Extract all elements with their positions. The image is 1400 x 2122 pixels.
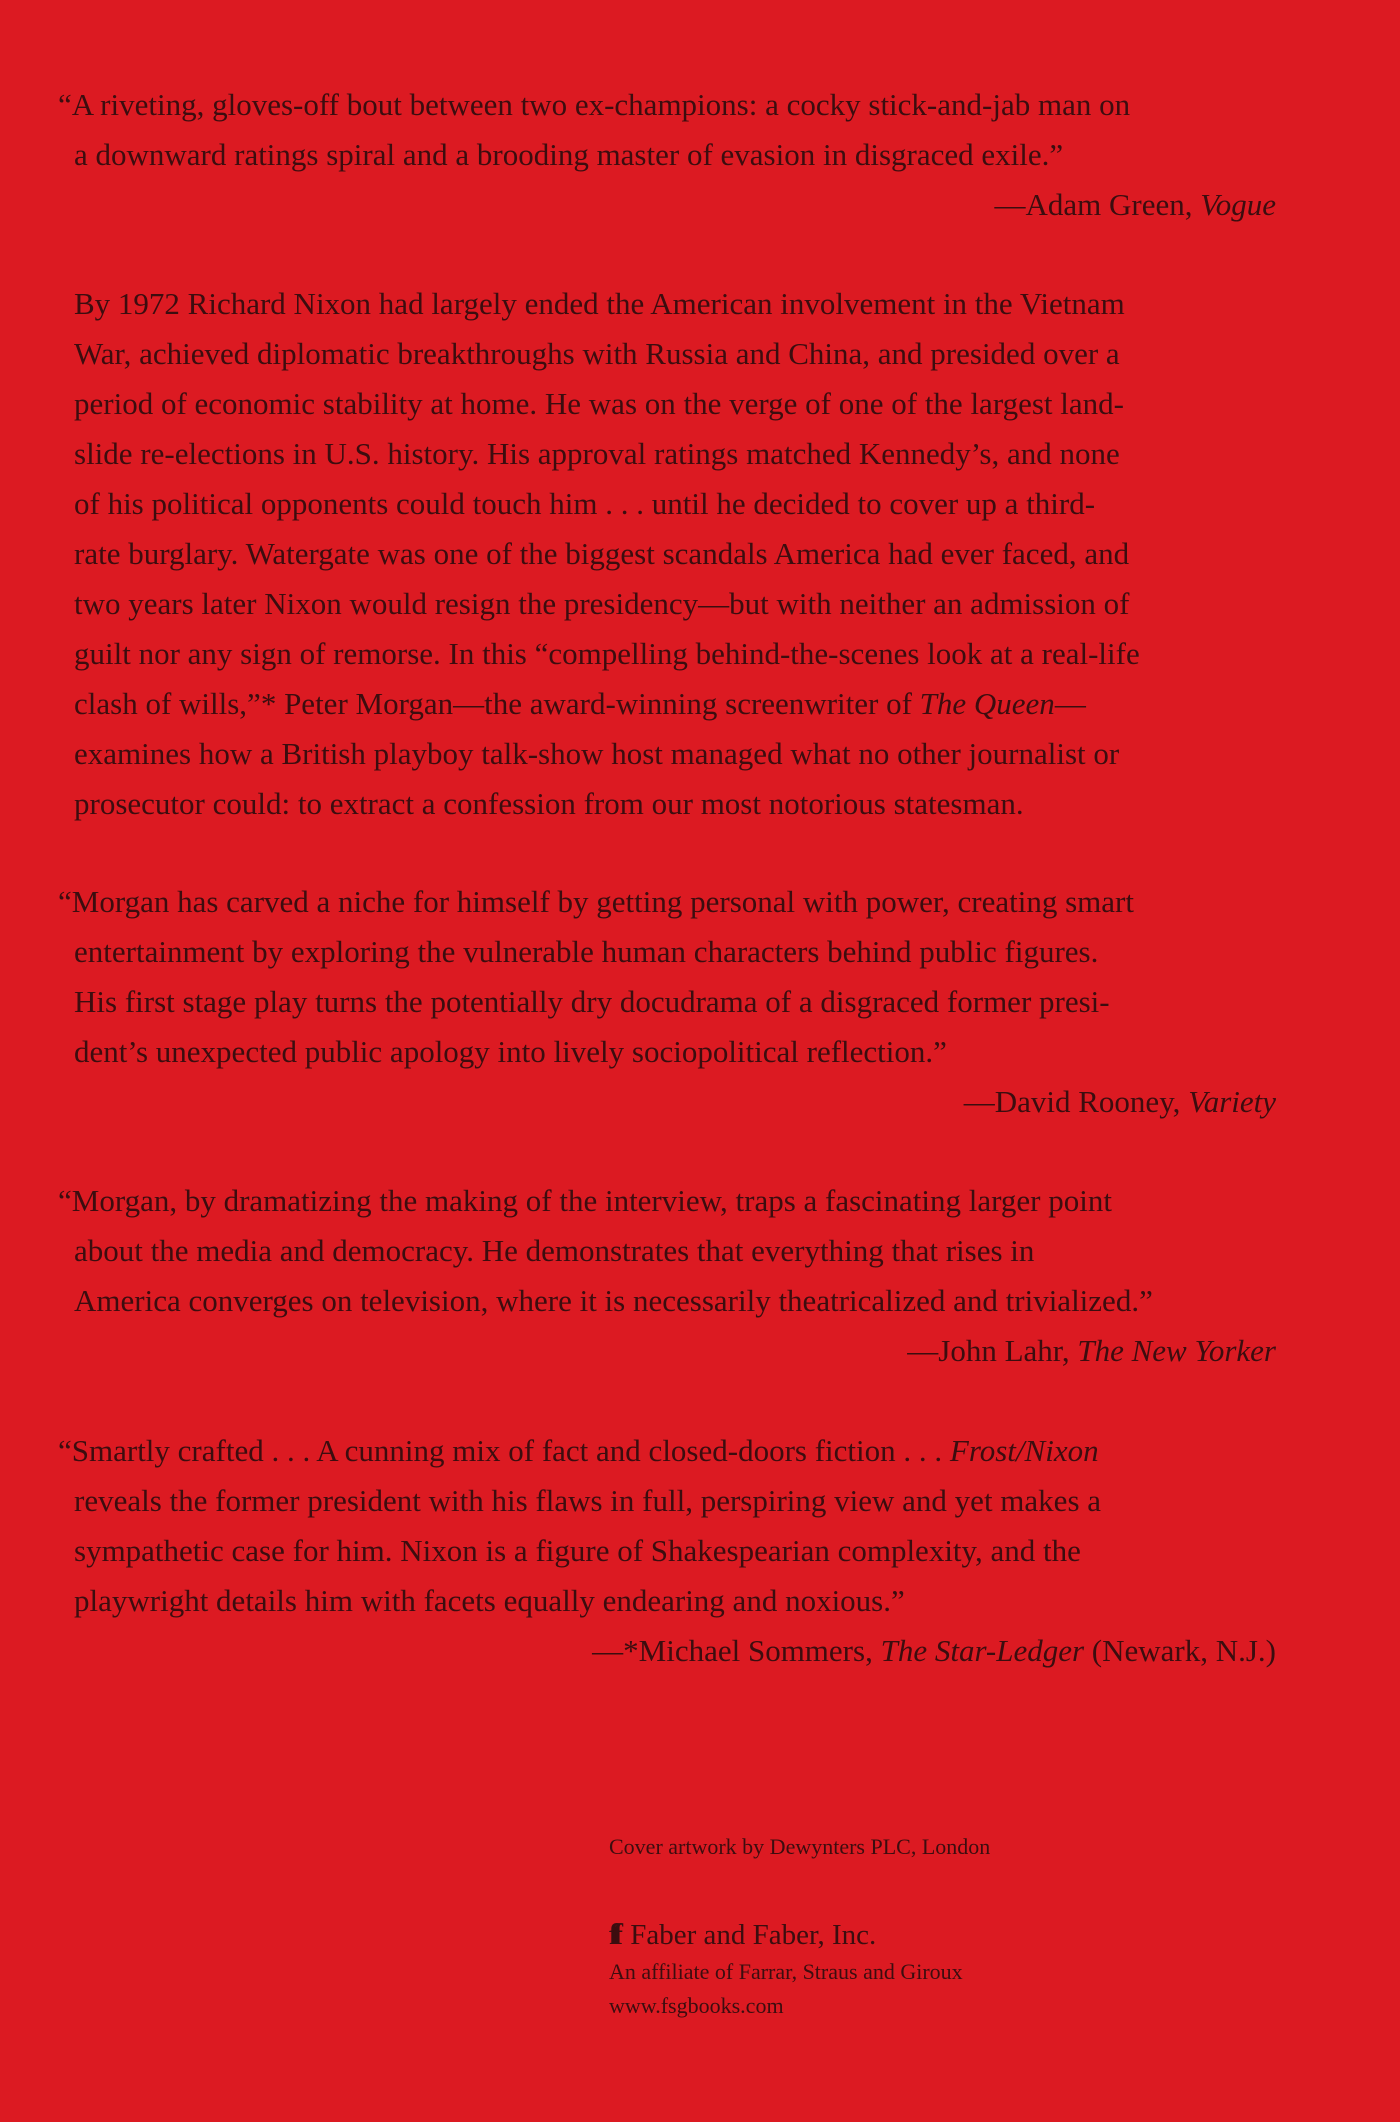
attribution-location: (Newark, N.J.) — [1084, 1633, 1276, 1668]
quote-attribution — [74, 1326, 1276, 1376]
publisher-name-line — [609, 1915, 1209, 1955]
publisher-block — [609, 1915, 1209, 2023]
quote-text: “Smartly crafted . . . A cunning mix of fact and closed-doors fiction . . . — [58, 1433, 950, 1468]
film-title: The Queen — [919, 686, 1055, 721]
review-quote-star-ledger — [58, 1426, 1276, 1676]
quote-attribution — [74, 180, 1276, 230]
attribution-source: Vogue — [1200, 187, 1276, 222]
faber-logo-icon: ff — [609, 1918, 617, 1951]
quote-line: about the media and democracy. He demonstrates that everything that rises in — [74, 1233, 1035, 1268]
quote-attribution — [74, 1626, 1276, 1676]
review-quote-variety — [58, 877, 1276, 1127]
quote-line: “A riveting, gloves-off bout between two ex-champions: a cocky stick-and-jab man on — [58, 87, 1131, 122]
description-line: guilt nor any sign of remorse. In this “compelling behind-the-scenes look at a real-life — [74, 636, 1140, 671]
quote-line: entertainment by exploring the vulnerable human characters behind public figures. — [74, 934, 1099, 969]
description-line — [74, 679, 1276, 729]
attribution-name: —*Michael Sommers, — [592, 1633, 881, 1668]
attribution-source: Variety — [1188, 1084, 1276, 1119]
quote-line — [58, 1426, 1276, 1476]
description-line: slide re-elections in U.S. history. His approval ratings matched Kennedy’s, and none — [74, 436, 1120, 471]
quote-line: “Morgan, by dramatizing the making of the interview, traps a fascinating larger point — [58, 1183, 1112, 1218]
description-line: period of economic stability at home. He was on the verge of one of the largest land- — [74, 386, 1124, 421]
description-line: rate burglary. Watergate was one of the biggest scandals America had ever faced, and — [74, 536, 1130, 571]
description-line: examines how a British playboy talk-show host managed what no other journalist or — [74, 736, 1120, 771]
quote-line: a downward ratings spiral and a brooding master of evasion in disgraced exile.” — [74, 137, 1064, 172]
description-line: prosecutor could: to extract a confession from our most notorious statesman. — [74, 786, 1024, 821]
description-line: By 1972 Richard Nixon had largely ended the American involvement in the Vietnam — [74, 286, 1125, 321]
publisher-affiliate: An affiliate of Farrar, Straus and Giroux — [609, 1959, 963, 1984]
quote-attribution — [74, 1077, 1276, 1127]
quote-line: America converges on television, where it is necessarily theatricalized and trivialized.” — [74, 1283, 1153, 1318]
description-line: of his political opponents could touch him . . . until he decided to cover up a third- — [74, 486, 1096, 521]
quote-line: dent’s unexpected public apology into lively sociopolitical reflection.” — [74, 1034, 947, 1069]
quote-line: “Morgan has carved a niche for himself by getting personal with power, creating smart — [58, 884, 1134, 919]
attribution-name: —Adam Green, — [994, 187, 1201, 222]
play-title: Frost/Nixon — [949, 1433, 1099, 1468]
publisher-website: www.fsgbooks.com — [609, 1993, 784, 2018]
quote-line: playwright details him with facets equally endearing and noxious.” — [74, 1583, 905, 1618]
publisher-name: Faber and Faber, Inc. — [630, 1919, 877, 1951]
book-description — [74, 279, 1276, 829]
cover-artwork-credit: Cover artwork by Dewynters PLC, London — [609, 1834, 991, 1859]
review-quote-vogue — [58, 80, 1276, 230]
review-quote-new-yorker — [58, 1176, 1276, 1376]
description-line: War, achieved diplomatic breakthroughs with Russia and China, and presided over a — [74, 336, 1120, 371]
description-text: — — [1054, 686, 1086, 721]
quote-line: sympathetic case for him. Nixon is a figure of Shakespearian complexity, and the — [74, 1533, 1081, 1568]
attribution-source: The Star-Ledger — [880, 1633, 1085, 1668]
description-text: clash of wills,”* Peter Morgan—the award-winning screenwriter of — [74, 686, 920, 721]
attribution-name: —David Rooney, — [963, 1084, 1189, 1119]
description-line: two years later Nixon would resign the presidency—but with neither an admission of — [74, 586, 1130, 621]
attribution-source: The New Yorker — [1077, 1333, 1276, 1368]
quote-line: reveals the former president with his flaws in full, perspiring view and yet makes a — [74, 1483, 1102, 1518]
quote-line: His first stage play turns the potentially dry docudrama of a disgraced former presi- — [74, 984, 1110, 1019]
attribution-name: —John Lahr, — [907, 1333, 1078, 1368]
